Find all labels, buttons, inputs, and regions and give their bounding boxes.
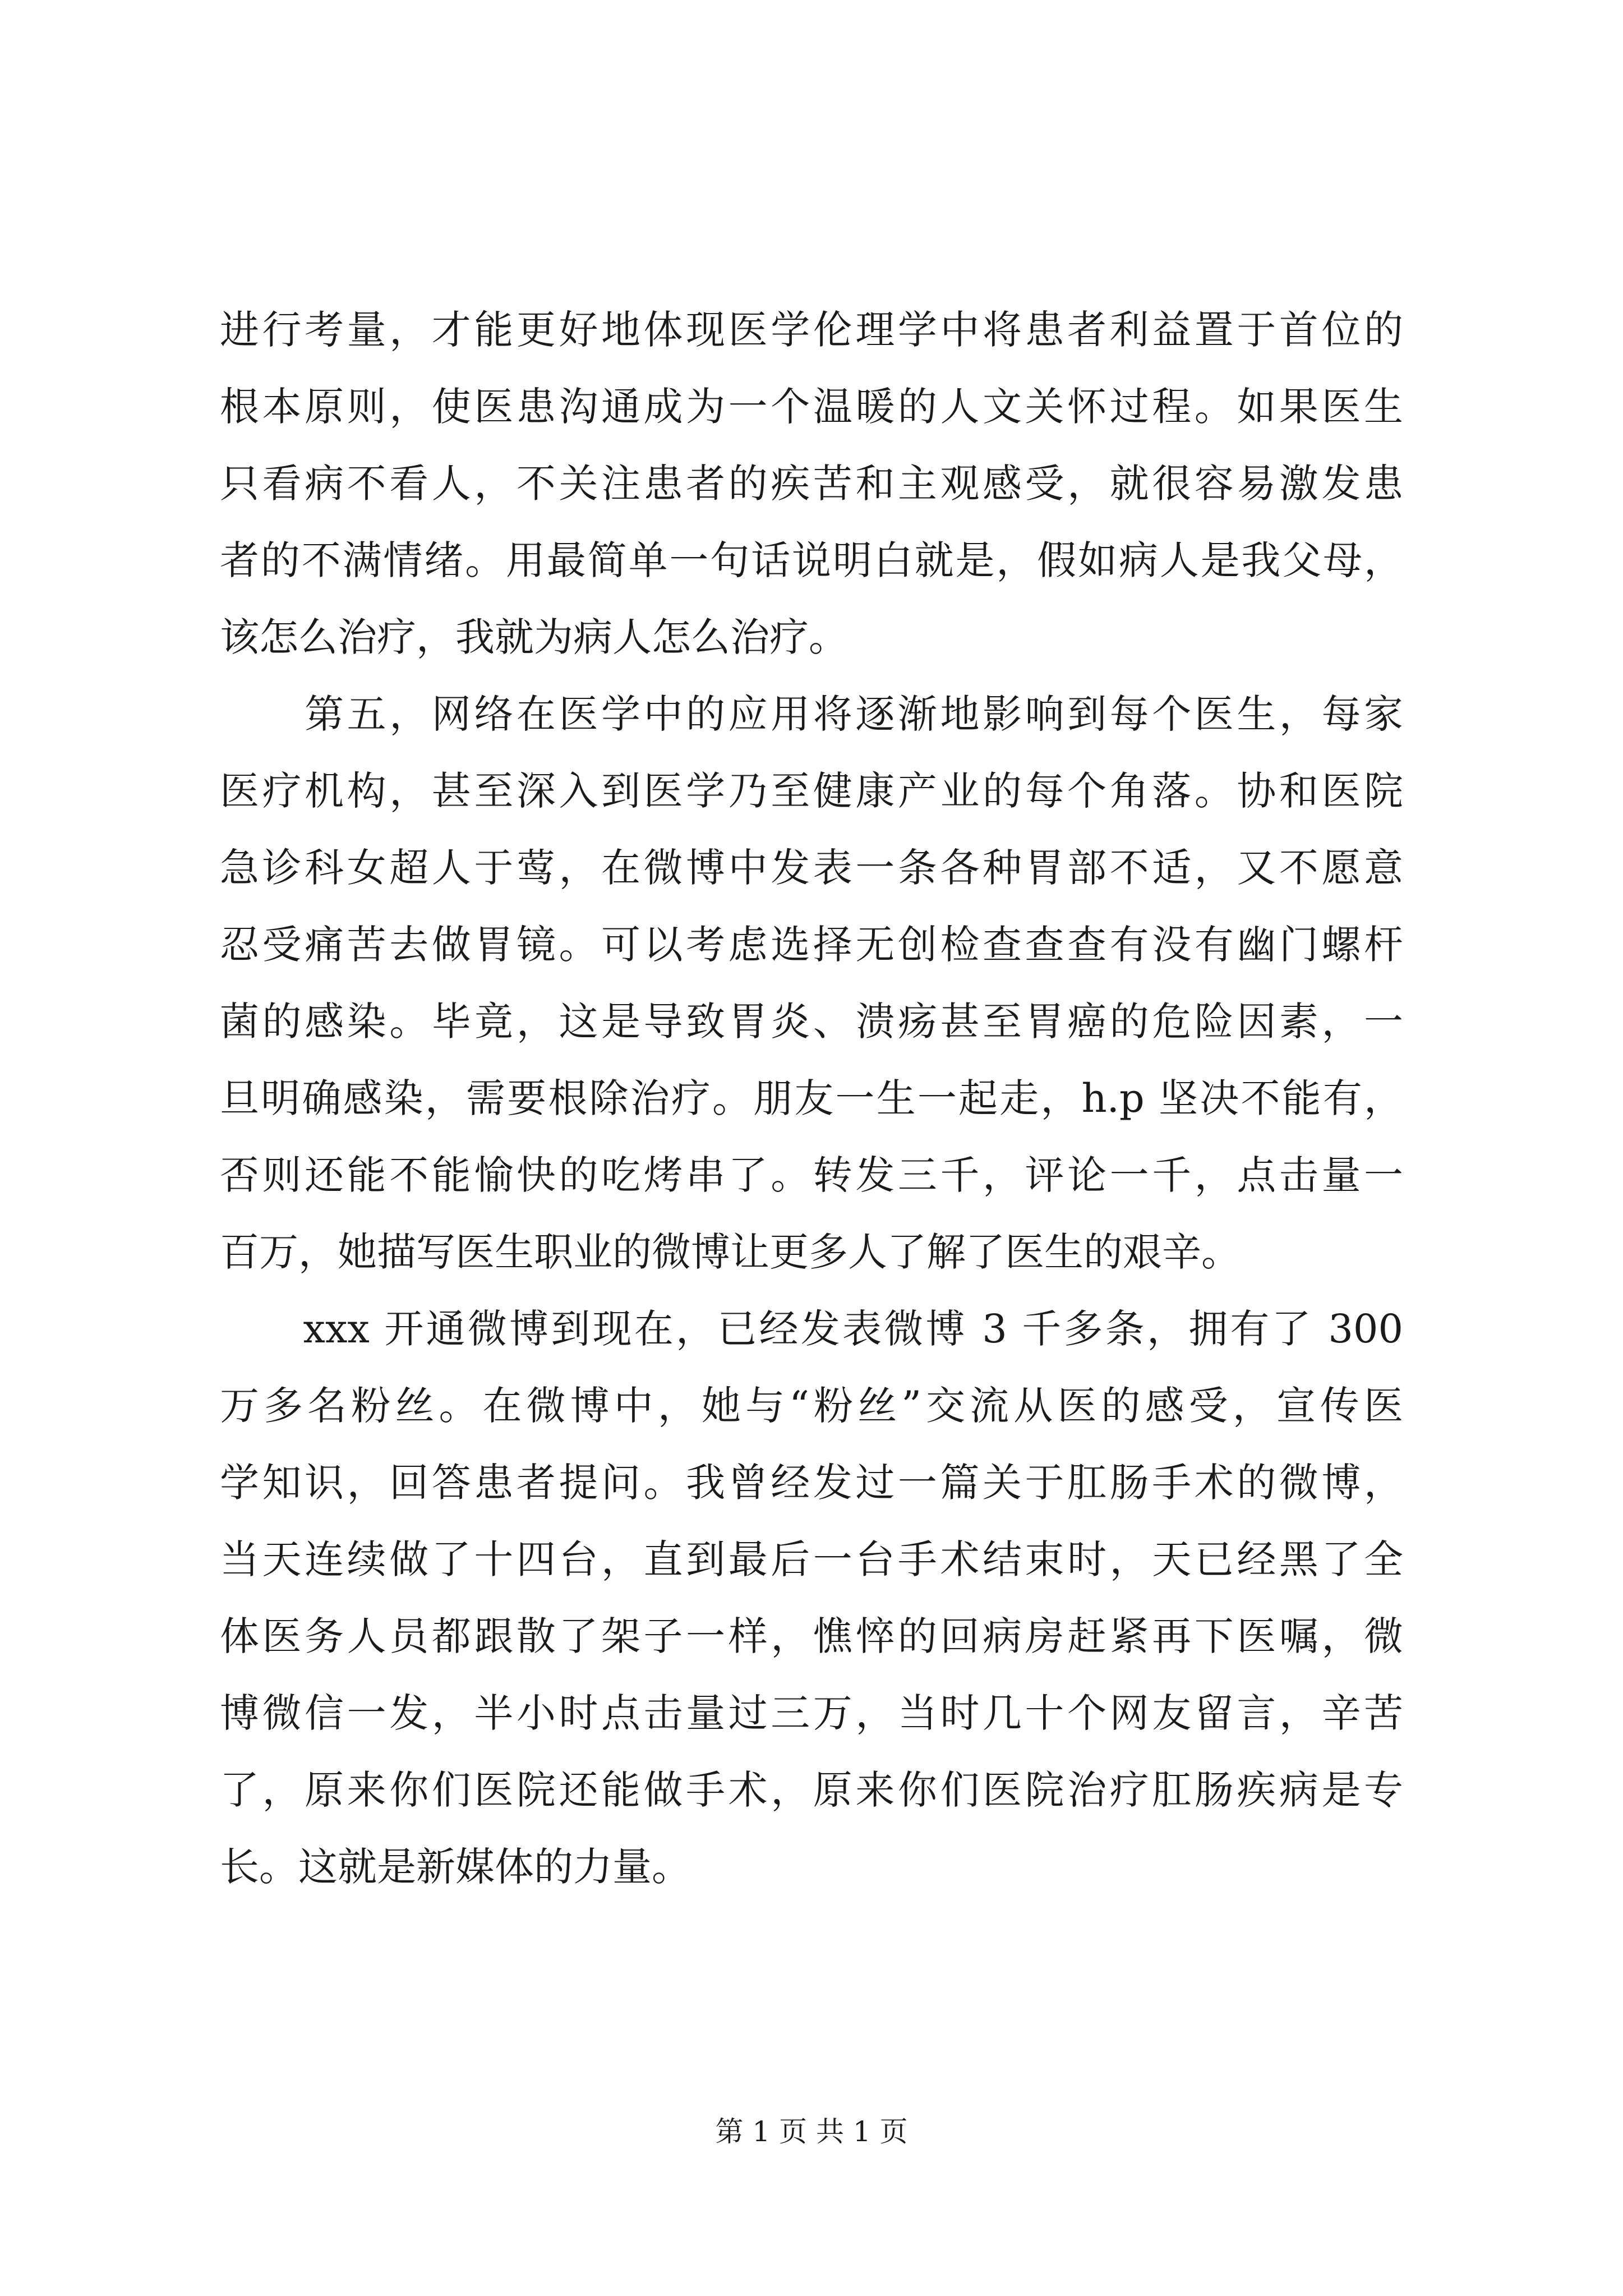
text-line: 该怎么治疗，我就为病人怎么治疗。: [220, 614, 848, 660]
page-footer: [0, 2109, 1623, 2150]
text-line: 菌的感染。毕竟，这是导致胃炎、溃疡甚至胃癌的危险因素，一: [220, 999, 1403, 1045]
text-line: 急诊科女超人于莺，在微博中发表一条各种胃部不适，又不愿意: [220, 845, 1403, 891]
text-line: 进行考量，才能更好地体现医学伦理学中将患者利益置于首位的: [220, 307, 1403, 353]
text-line: 者的不满情绪。用最简单一句话说明白就是，假如病人是我父母，: [220, 537, 1403, 583]
text-line: 旦明确感染，需要根除治疗。朋友一生一起走，h.p 坚决不能有，: [220, 1075, 1403, 1121]
text-line: 长。这就是新媒体的力量。: [220, 1844, 691, 1890]
text-line: 忍受痛苦去做胃镜。可以考虑选择无创检查查查有没有幽门螺杆: [220, 922, 1403, 968]
text-line: 根本原则，使医患沟通成为一个温暖的人文关怀过程。如果医生: [220, 384, 1403, 430]
body-text: [220, 292, 1403, 1906]
text-line: xxx 开通微博到现在，已经发表微博 3 千多条，拥有了 300: [220, 1306, 1403, 1352]
paragraph-1: [220, 292, 1403, 676]
text-line: 当天连续做了十四台，直到最后一台手术结束时，天已经黑了全: [220, 1536, 1403, 1582]
text-line: 了，原来你们医院还能做手术，原来你们医院治疗肛肠疾病是专: [220, 1767, 1403, 1813]
page-number: 第 1 页 共 1 页: [715, 2115, 908, 2148]
text-line: 体医务人员都跟散了架子一样，憔悴的回病房赶紧再下医嘱，微: [220, 1613, 1403, 1659]
text-line: 第五，网络在医学中的应用将逐渐地影响到每个医生，每家: [220, 691, 1403, 737]
text-line: 百万，她描写医生职业的微博让更多人了解了医生的艰辛。: [220, 1229, 1241, 1275]
text-line: 博微信一发，半小时点击量过三万，当时几十个网友留言，辛苦: [220, 1690, 1403, 1736]
text-line: 万多名粉丝。在微博中，她与“粉丝”交流从医的感受，宣传医: [220, 1383, 1403, 1429]
text-line: 学知识，回答患者提问。我曾经发过一篇关于肛肠手术的微博，: [220, 1460, 1403, 1506]
paragraph-3: [220, 1291, 1403, 1906]
text-line: 否则还能不能愉快的吃烤串了。转发三千，评论一千，点击量一: [220, 1152, 1403, 1198]
text-line: 只看病不看人，不关注患者的疾苦和主观感受，就很容易激发患: [220, 461, 1403, 507]
text-line: 医疗机构，甚至深入到医学乃至健康产业的每个角落。协和医院: [220, 768, 1403, 814]
paragraph-2: [220, 676, 1403, 1291]
